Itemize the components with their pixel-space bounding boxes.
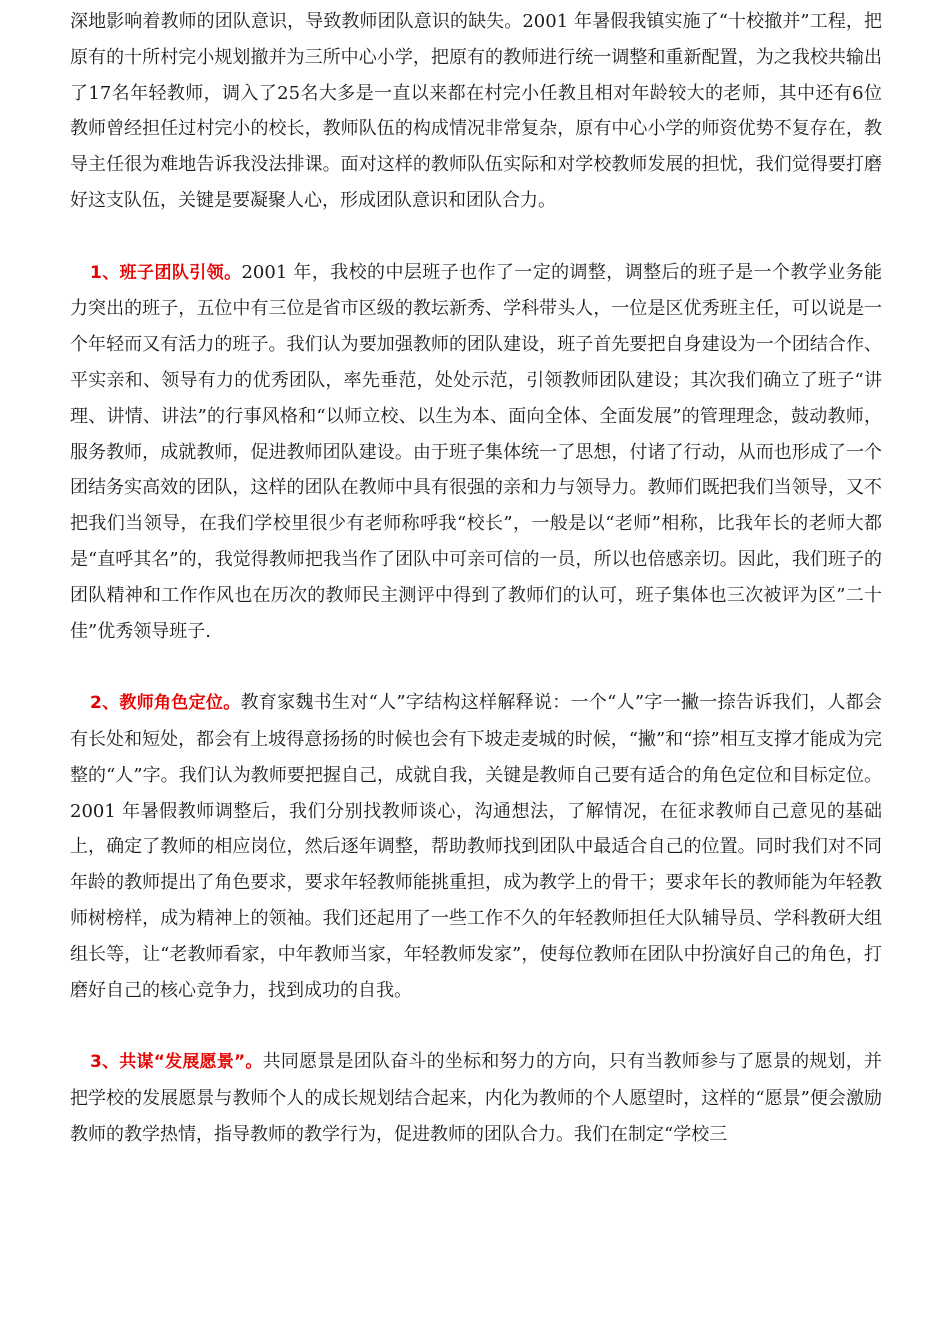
section-1-paragraph	[70, 255, 882, 650]
paragraph-text: 共同愿景是团队奋斗的坐标和努力的方向，只有当教师参与了愿景的规划，并把学校的发展愿景与教师个人的成长规划结合起来，内化为教师的个人愿望时，这样的“愿景”便会激励教师的教学热情，指导教师的教学行为，促进教师的团队合力。我们在制定“学校三	[70, 1051, 882, 1145]
section-3-paragraph	[70, 1044, 882, 1152]
section-heading: 1、班子团队引领。	[90, 262, 242, 283]
paragraph-text: 教育家魏书生对“人”字结构这样解释说：一个“人”字一撇一捺告诉我们，人都会有长处和短处，都会有上坡得意扬扬的时候也会有下坡走麦城的时候，“撇”和“捺”相互支撑才能成为完整的“人”字。我们认为教师要把握自己，成就自我，关键是教师自己要有适合的角色定位和目标定位。2001 年暑假教师调整后，我们分别找教师谈心，沟通想法，了解情况，在征求教师自己意见的基础上，确定了教师的相应岗位，然后逐年调整，帮助教师找到团队中最适合自己的位置。同时我们对不同年龄的教师提出了角色要求，要求年轻教师能挑重担，成为教学上的骨干；要求年长的教师能为年轻教师树榜样，成为精神上的领袖。我们还起用了一些工作不久的年轻教师担任大队辅导员、学科教研大组组长等，让“老教师看家，中年教师当家，年轻教师发家”，使每位教师在团队中扮演好自己的角色，打磨好自己的核心竞争力，找到成功的自我。	[70, 692, 882, 1001]
paragraph-gap	[70, 219, 882, 255]
paragraph-gap	[70, 649, 882, 685]
section-heading: 2、教师角色定位。	[90, 693, 241, 714]
intro-paragraph	[70, 0, 882, 219]
section-heading: 3、共谋“发展愿景”。	[90, 1052, 263, 1073]
paragraph-gap	[70, 1008, 882, 1044]
section-2-paragraph	[70, 685, 882, 1008]
paragraph-text: 2001 年，我校的中层班子也作了一定的调整，调整后的班子是一个教学业务能力突出的班子，五位中有三位是省市区级的教坛新秀、学科带头人，一位是区优秀班主任，可以说是一个年轻而又有活力的班子。我们认为要加强教师的团队建设，班子首先要把自身建设为一个团结合作、平实亲和、领导有力的优秀团队，率先垂范，处处示范，引领教师团队建设；其次我们确立了班子“讲理、讲情、讲法”的行事风格和“以师立校、以生为本、面向全体、全面发展”的管理理念，鼓动教师，服务教师，成就教师，促进教师团队建设。由于班子集体统一了思想，付诸了行动，从而也形成了一个团结务实高效的团队，这样的团队在教师中具有很强的亲和力与领导力。教师们既把我们当领导，又不把我们当领导，在我们学校里很少有老师称呼我“校长”，一般是以“老师”相称，比我年长的老师大都是“直呼其名”的，我觉得教师把我当作了团队中可亲可信的一员，所以也倍感亲切。因此，我们班子的团队精神和工作作风也在历次的教师民主测评中得到了教师们的认可，班子集体也三次被评为区”二十佳”优秀领导班子.	[70, 261, 882, 642]
paragraph-text: 深地影响着教师的团队意识，导致教师团队意识的缺失。2001 年暑假我镇实施了“十校撤并”工程，把原有的十所村完小规划撤并为三所中心小学，把原有的教师进行统一调整和重新配置，为之我校共输出了17名年轻教师，调入了25名大多是一直以来都在村完小任教且相对年龄较大的老师，其中还有6位教师曾经担任过村完小的校长，教师队伍的构成情况非常复杂，原有中心小学的师资优势不复存在，教导主任很为难地告诉我没法排课。面对这样的教师队伍实际和对学校教师发展的担忧，我们觉得要打磨好这支队伍，关键是要凝聚人心，形成团队意识和团队合力。	[70, 11, 882, 211]
document-page	[70, 0, 882, 1153]
